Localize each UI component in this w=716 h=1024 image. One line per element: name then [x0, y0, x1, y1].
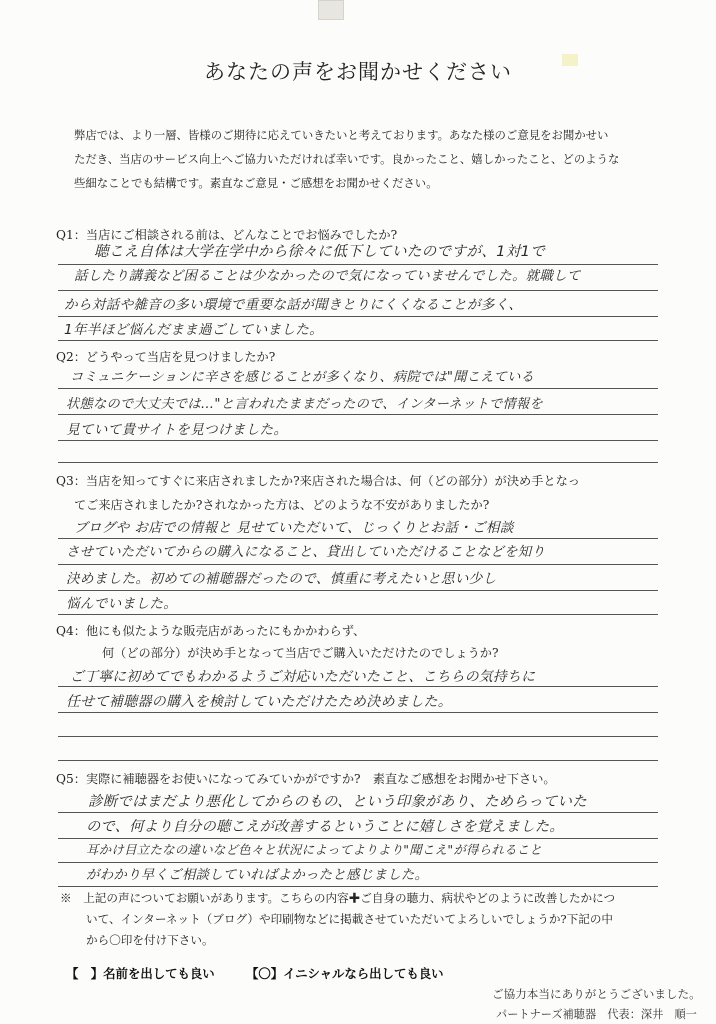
answer-rule — [58, 712, 658, 713]
q3-answer-line: ブログや お店での情報と 見せていただいて、じっくりとお話・ご相談 — [74, 520, 514, 536]
tape-strip — [318, 0, 344, 20]
q4-answer-line: ご丁寧に初めてでもわかるようご対応いただいたこと、こちらの気持ちに — [70, 669, 536, 685]
q1-answer-line: 話したり講義など困ることは少なかったので気になっていませんでした。就職して — [74, 269, 581, 284]
answer-rule — [58, 290, 658, 291]
circle-mark: 〇 — [258, 966, 271, 981]
answer-rule — [58, 812, 658, 813]
q4-question: Q4：他にも似たような販売店があったにもかかわらず、 — [56, 624, 366, 638]
page-title: あなたの声をお聞かせください — [204, 60, 512, 84]
answer-rule — [58, 838, 658, 839]
q5-question: Q5：実際に補聴器をお使いになってみていかがですか? 素直なご感想をお聞かせ下さい。 — [56, 772, 556, 786]
intro-text — [74, 123, 654, 195]
q3-question: てご来店されましたか?されなかった方は、どのような不安がありましたか? — [74, 498, 490, 512]
q5-answer-line: 耳かけ目立たなの違いなど色々と状況によってよりより"聞こえ"が得られること — [86, 842, 543, 857]
q2-answer-line: 状態なので大丈夫では…"と言われたままだったので、インターネットで情報を — [66, 397, 543, 412]
thanks-text: ご協力本当にありがとうございました。 — [492, 987, 701, 1001]
answer-rule — [58, 686, 658, 687]
option-initial-ok[interactable]: 【〇】イニシャルなら出しても良い — [246, 966, 444, 981]
option-initial-label: イニシャルなら出しても良い — [283, 966, 444, 981]
q5-answer-line: ので、何より自分の聴こえが改善するということに嬉しさを覚えました。 — [86, 819, 564, 835]
q2-answer-line: 見ていて貴サイトを見つけました。 — [66, 422, 288, 438]
answer-rule — [58, 564, 658, 565]
q3-answer-line: 悩んでいました。 — [66, 596, 178, 612]
q3-answer-line: させていただいてからの購入になること、貸出していただけることなどを知り — [66, 545, 546, 560]
answer-rule — [58, 462, 658, 463]
answer-rule — [58, 590, 658, 591]
q1-answer-line: 1年半ほど悩んだまま過ごしていました。 — [64, 322, 324, 338]
company-signature: パートナーズ補聴器 代表：深井 順一 — [496, 1008, 697, 1021]
answer-rule — [58, 538, 658, 539]
intro-line: 些細なことでも結構です。素直なご意見・ご感想をお聞かせください。 — [74, 176, 438, 190]
q5-answer-line: 診断ではまだより悪化してからのもの、という印象があり、ためらっていた — [88, 794, 587, 810]
q1-question: Q1：当店にご相談される前は、どんなことでお悩みでしたか? — [56, 228, 398, 242]
answer-rule — [58, 316, 658, 317]
answer-rule — [58, 388, 658, 389]
intro-line: 弊店では、より一層、皆様のご期待に応えていきたいと考えております。あなた様のご意見をお聞かせい — [74, 128, 609, 142]
answer-rule — [58, 736, 658, 737]
q3-answer-line: 決めました。初めての補聴器だったので、慎重に考えたいと思い少し — [66, 571, 497, 587]
q1-answer-line: から対話や雑音の多い環境で重要な話が聞きとりにくくなることが多く、 — [64, 297, 523, 313]
intro-line: ただき、当店のサービス向上へご協力いただければ幸いです。良かったこと、嬉しかったこと、どのような — [74, 152, 620, 166]
answer-rule — [58, 440, 658, 441]
consent-notice — [60, 888, 700, 951]
q3-question: Q3：当店を知ってすぐに来店されましたか?来店された場合は、何（どの部分）が決め手となっ — [56, 474, 580, 488]
notice-line: いて、インターネット（ブログ）や印刷物などに掲載させていただいてよろしいでしょうか?下記の中 — [86, 912, 614, 926]
q4-answer-line: 任せて補聴器の購入を検討していただけたため決めました。 — [66, 694, 453, 710]
answer-rule — [58, 414, 658, 415]
answer-rule — [58, 886, 658, 887]
q2-answer-line: コミュニケーションに辛さを感じることが多くなり、病院では"聞こえている — [70, 370, 535, 385]
answer-rule — [58, 862, 658, 863]
option-name-ok[interactable]: 【 】名前を出しても良い — [66, 966, 215, 981]
notice-line: から〇印を付け下さい。 — [86, 933, 214, 947]
answer-rule — [58, 614, 658, 615]
q2-question: Q2：どうやって当店を見つけましたか? — [56, 350, 276, 364]
answer-rule — [58, 760, 658, 761]
answer-rule — [58, 340, 658, 341]
notice-line: ※ 上記の声についてお願いがあります。こちらの内容✚ご自身の聴力、病状やどのように改善したかにつ — [60, 891, 616, 905]
q5-answer-line: がわかり早くご相談していればよかったと感じました。 — [86, 868, 429, 883]
q1-answer-line: 聴こえ自体は大学在学中から徐々に低下していたのですが、1対1で — [94, 243, 546, 260]
q4-question: 何（どの部分）が決め手となって当店でご購入いただけたのでしょうか? — [102, 646, 499, 660]
